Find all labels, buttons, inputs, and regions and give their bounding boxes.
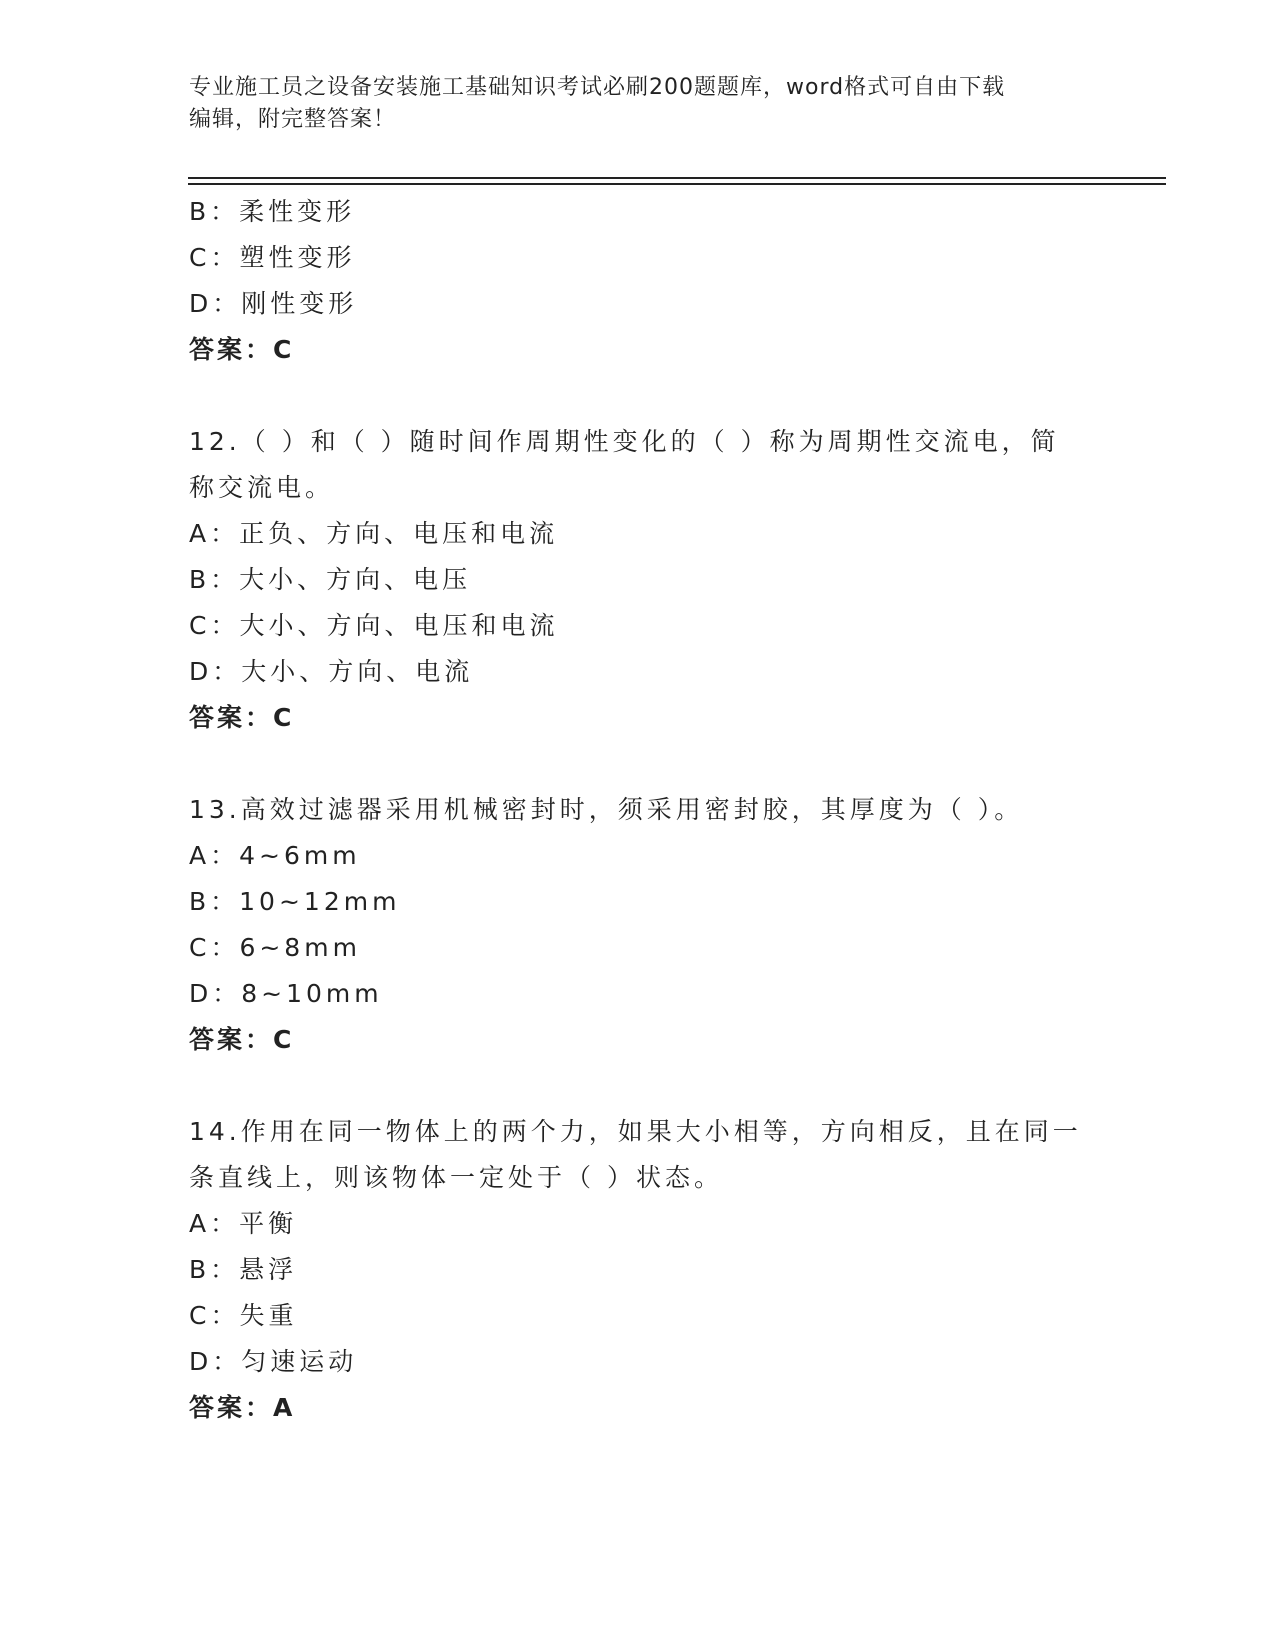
header-line-1: 专业施工员之设备安装施工基础知识考试必刷200题题库，word格式可自由下载 [189,75,1006,100]
option-c: C：失重 [189,1301,298,1330]
option-c: C：6~8mm [189,933,361,962]
answer-line: 答案：C [189,703,295,732]
question-text-line-1: 14.作用在同一物体上的两个力，如果大小相等，方向相反，且在同一 [189,1117,1082,1146]
question-12 [189,419,1089,741]
question-text-line-2: 称交流电。 [189,473,335,502]
answer-line: 答案：A [189,1393,296,1422]
option-c: C：塑性变形 [189,243,356,272]
option-c: C：大小、方向、电压和电流 [189,611,559,640]
carryover-question [189,189,1089,373]
answer-line: 答案：C [189,335,295,364]
question-text-line-1: 13.高效过滤器采用机械密封时，须采用密封胶，其厚度为（ ）。 [189,795,1024,824]
question-text-line-2: 条直线上，则该物体一定处于（ ）状态。 [189,1163,723,1192]
option-d: D：8~10mm [189,979,383,1008]
option-d: D：刚性变形 [189,289,358,318]
option-b: B：10~12mm [189,887,401,916]
option-b: B：柔性变形 [189,197,356,226]
answer-line: 答案：C [189,1025,295,1054]
header-divider-top [188,177,1166,179]
option-b: B：悬浮 [189,1255,298,1284]
option-a: A：正负、方向、电压和电流 [189,519,559,548]
option-d: D：大小、方向、电流 [189,657,474,686]
header-divider-bottom [188,183,1166,185]
question-14 [189,1109,1089,1431]
question-text-line-1: 12.（ ）和（ ）随时间作周期性变化的（ ）称为周期性交流电，简 [189,427,1060,456]
header-line-2: 编辑，附完整答案！ [189,107,397,132]
option-b: B：大小、方向、电压 [189,565,472,594]
document-body [189,189,1089,1431]
document-header [189,72,1089,136]
question-13 [189,787,1089,1063]
option-a: A：4~6mm [189,841,361,870]
option-a: A：平衡 [189,1209,298,1238]
option-d: D：匀速运动 [189,1347,358,1376]
